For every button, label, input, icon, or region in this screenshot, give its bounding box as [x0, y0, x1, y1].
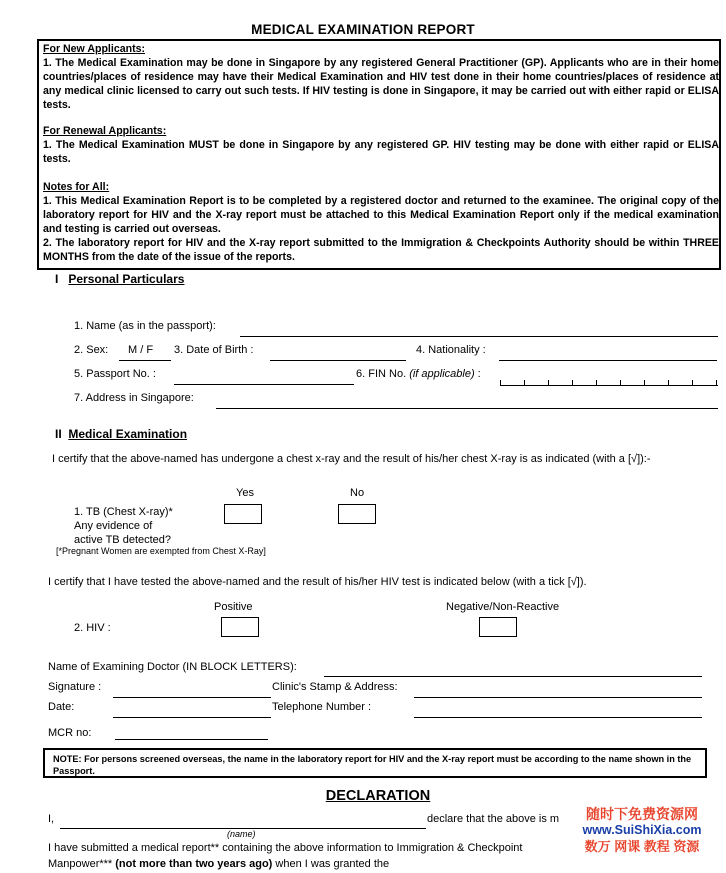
notes-block — [43, 180, 719, 264]
declaration-i-label: I, — [48, 813, 55, 825]
sex-options[interactable]: M / F — [128, 344, 154, 356]
new-applicants-heading: For New Applicants: — [43, 43, 146, 55]
name-hint: (name) — [227, 829, 256, 839]
hiv-positive-checkbox[interactable] — [221, 617, 259, 637]
declare-text: declare that the above is m — [427, 813, 560, 825]
sex-field-line — [119, 360, 171, 361]
fin-label: 6. FIN No. (if applicable) : — [356, 368, 481, 380]
signature-label: Signature : — [48, 681, 102, 693]
mcr-field[interactable] — [115, 739, 268, 740]
address-field[interactable] — [216, 408, 718, 409]
doctor-name-field[interactable] — [324, 676, 702, 677]
sex-label: 2. Sex: — [74, 344, 109, 356]
positive-label: Positive — [214, 601, 253, 613]
passport-field[interactable] — [174, 384, 354, 385]
tb-question: 1. TB (Chest X-ray)* Any evidence of active TB detected? — [74, 506, 173, 546]
manpower-line: Manpower*** (not more than two years ago) when I was granted the — [48, 858, 390, 870]
clinic-stamp-field[interactable] — [414, 697, 702, 698]
negative-label: Negative/Non-Reactive — [446, 601, 560, 613]
name-label: 1. Name (as in the passport): — [74, 320, 216, 332]
dob-label: 3. Date of Birth : — [174, 344, 254, 356]
renewal-applicants-text: 1. The Medical Examination MUST be done in Singapore by any registered GP. HIV testing may be done with either rapid or ELISA tests. — [43, 139, 719, 165]
dob-field[interactable] — [270, 360, 406, 361]
no-label: No — [350, 487, 365, 499]
section-2-heading: II Medical Examination — [55, 427, 188, 441]
telephone-field[interactable] — [414, 717, 702, 718]
declaration-heading: DECLARATION — [325, 788, 431, 804]
notes-text-1: 1. This Medical Examination Report is to be completed by a registered doctor and returned to the examinee. The original copy of the laboratory report for HIV and the X-ray report must be attached to this Medical Examination Report only if the medical examination and testing is carried out overseas. — [43, 195, 719, 235]
new-applicants-text: 1. The Medical Examination may be done in Singapore by any registered General Practitioner (GP). Applicants who are in their home countries/places of residence may have their Medical Examination and HIV test done in their home countries/places of residence at any medical clinic licensed to carry out such tests. If HIV testing is done in Singapore, it may be carried out with either rapid or ELISA tests. — [43, 57, 719, 111]
hiv-certification: I certify that I have tested the above-named and the result of his/her HIV test is indicated below (with a tick [√]). — [48, 576, 587, 588]
yes-label: Yes — [236, 487, 254, 499]
tb-no-checkbox[interactable] — [338, 504, 376, 524]
telephone-label: Telephone Number : — [272, 701, 372, 713]
overseas-note: NOTE: For persons screened overseas, the name in the laboratory report for HIV and the X-ray report must be according to the name shown in the Passport. — [43, 748, 707, 778]
notes-text-2: 2. The laboratory report for HIV and the X-ray report submitted to the Immigration & Checkpoints Authority should be within THREE MONTHS from the date of the issue of the reports. — [43, 237, 719, 263]
tb-yes-checkbox[interactable] — [224, 504, 262, 524]
hiv-label: 2. HIV : — [74, 622, 111, 634]
notes-heading: Notes for All: — [43, 181, 110, 193]
name-field[interactable] — [240, 336, 718, 337]
doctor-name-label: Name of Examining Doctor (IN BLOCK LETTERS): — [48, 661, 297, 673]
section-1-heading: I Personal Particulars — [55, 272, 185, 286]
nationality-field[interactable] — [499, 360, 717, 361]
nationality-label: 4. Nationality : — [416, 344, 486, 356]
signature-field[interactable] — [113, 697, 271, 698]
date-label: Date: — [48, 701, 75, 713]
address-label: 7. Address in Singapore: — [74, 392, 194, 404]
renewal-applicants-block — [43, 124, 719, 166]
site-watermark: 随时下免费资源网 www.SuiShiXia.com 数万 网课 教程 资源 — [582, 806, 702, 854]
xray-certification: I certify that the above-named has undergone a chest x-ray and the result of his/her chest X-ray is as indicated (with a [√]):- — [52, 453, 651, 465]
pregnant-exemption-note: [*Pregnant Women are exempted from Chest X-Ray] — [56, 546, 266, 556]
submitted-report-text: I have submitted a medical report** containing the above information to Immigration & Checkpoint — [48, 842, 523, 854]
hiv-negative-checkbox[interactable] — [479, 617, 517, 637]
date-field[interactable] — [113, 717, 271, 718]
mcr-label: MCR no: — [48, 727, 92, 739]
passport-label: 5. Passport No. : — [74, 368, 156, 380]
renewal-applicants-heading: For Renewal Applicants: — [43, 125, 167, 137]
new-applicants-block — [43, 42, 719, 112]
report-title: MEDICAL EXAMINATION REPORT — [251, 22, 475, 37]
fin-field[interactable] — [500, 378, 718, 386]
clinic-stamp-label: Clinic's Stamp & Address: — [272, 681, 398, 693]
